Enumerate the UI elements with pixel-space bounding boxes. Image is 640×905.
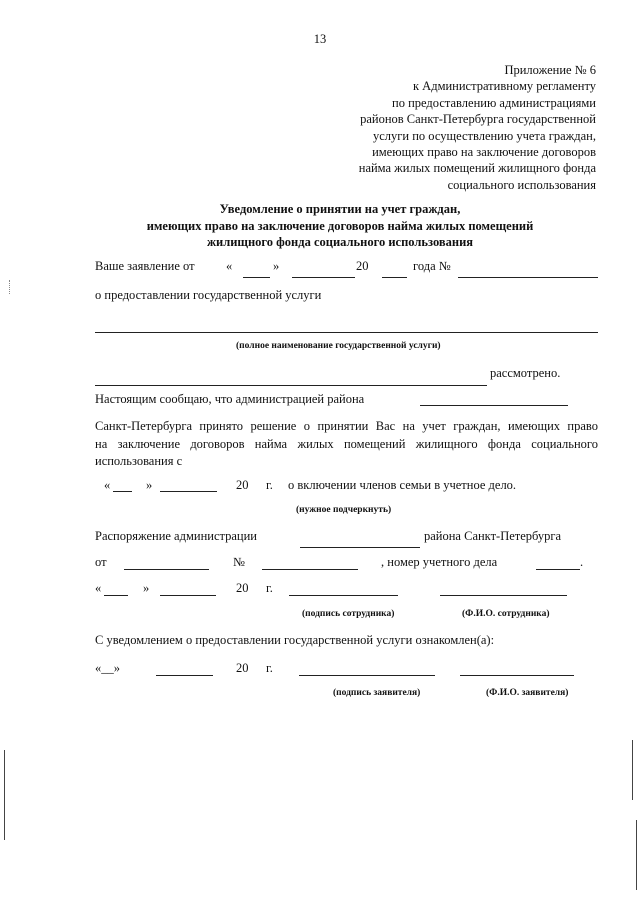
underline-caption: (нужное подчеркнуть) (296, 505, 392, 515)
page-number: 13 (313, 32, 327, 46)
appendix-line: имеющих право на заключение договоров (372, 145, 596, 160)
case-number-label: , номер учетного дела (381, 555, 498, 569)
reviewed-text: рассмотрено. (490, 366, 561, 380)
family-text: о включении членов семьи в учетное дело. (288, 478, 517, 492)
day-field[interactable] (243, 277, 270, 278)
order-number-label: № (233, 555, 245, 569)
decision-day-field[interactable] (113, 491, 132, 492)
year-suffix: г. (266, 478, 273, 492)
quote-open: « (104, 478, 111, 492)
applicant-signature-caption: (подпись заявителя) (333, 688, 421, 698)
year-prefix: 20 (236, 661, 249, 675)
application-label: Ваше заявление от (95, 259, 195, 273)
case-dot: . (580, 555, 584, 569)
month-field[interactable] (292, 277, 355, 278)
service-name-field[interactable] (95, 332, 598, 333)
order-from-label: от (95, 555, 107, 569)
year-prefix: 20 (356, 259, 369, 273)
document-title: Уведомление о принятии на учет граждан, имеющих право на заключение договоров найма жилых помещений жилищного фонда социального использования (146, 202, 534, 249)
decision-month-field[interactable] (160, 491, 217, 492)
quote-close: » (146, 478, 153, 492)
appendix-line: услуги по осуществлению учета граждан, (372, 128, 596, 143)
appendix-line: Приложение № 6 (504, 63, 596, 77)
reviewed-field[interactable] (95, 385, 487, 386)
scan-margin-mark (632, 740, 633, 800)
district-field[interactable] (420, 405, 568, 406)
appendix-line: найма жилых помещений жилищного фонда (358, 161, 596, 176)
order-number-field[interactable] (262, 569, 358, 570)
staff-name-field[interactable] (440, 595, 567, 596)
year-suffix: г. (266, 581, 273, 595)
staff-day-field[interactable] (104, 595, 128, 596)
appendix-header (300, 62, 596, 193)
applicant-signature-field[interactable] (299, 675, 435, 676)
order-tail: района Санкт-Петербурга (424, 529, 562, 543)
application-number-field[interactable] (458, 277, 598, 278)
quote-open: « (95, 581, 102, 595)
scan-margin-mark (636, 820, 637, 890)
scan-margin-mark (9, 280, 10, 294)
quote-close: » (273, 259, 280, 273)
staff-month-field[interactable] (160, 595, 216, 596)
appendix-line: по предоставлению администрациями (392, 95, 596, 110)
order-label: Распоряжение администрации (95, 529, 257, 543)
case-number-field[interactable] (536, 569, 580, 570)
appendix-line: к Административному регламенту (412, 79, 596, 94)
informing-text: Настоящим сообщаю, что администрацией района (95, 392, 365, 406)
quote-close: » (143, 581, 150, 595)
applicant-name-field[interactable] (460, 675, 574, 676)
service-label: о предоставлении государственной услуги (95, 288, 322, 302)
staff-name-caption: (Ф.И.О. сотрудника) (462, 609, 550, 619)
year-suffix: г. (266, 661, 273, 675)
decision-paragraph: Санкт-Петербурга принято решение о принятии Вас на учет граждан, имеющих право на заключение договоров найма жилых помещений жилищного фонда социального использования с (95, 419, 598, 469)
staff-signature-caption: (подпись сотрудника) (302, 609, 395, 619)
year-prefix: 20 (236, 478, 249, 492)
order-date-field[interactable] (124, 569, 209, 570)
applicant-quote: «__» (95, 661, 120, 675)
year-field[interactable] (382, 277, 407, 278)
year-prefix: 20 (236, 581, 249, 595)
appendix-line: социального использования (447, 177, 596, 192)
acquainted-text: С уведомлением о предоставлении государственной услуги ознакомлен(а): (95, 633, 495, 647)
quote-open: « (226, 259, 233, 273)
order-district-field[interactable] (300, 547, 420, 548)
number-label: года № (413, 259, 451, 273)
scan-margin-mark (4, 750, 5, 840)
staff-signature-field[interactable] (289, 595, 398, 596)
applicant-name-caption: (Ф.И.О. заявителя) (486, 688, 569, 698)
service-caption: (полное наименование государственной услуги) (236, 341, 441, 351)
applicant-month-field[interactable] (156, 675, 213, 676)
appendix-line: районов Санкт-Петербурга государственной (360, 112, 596, 127)
